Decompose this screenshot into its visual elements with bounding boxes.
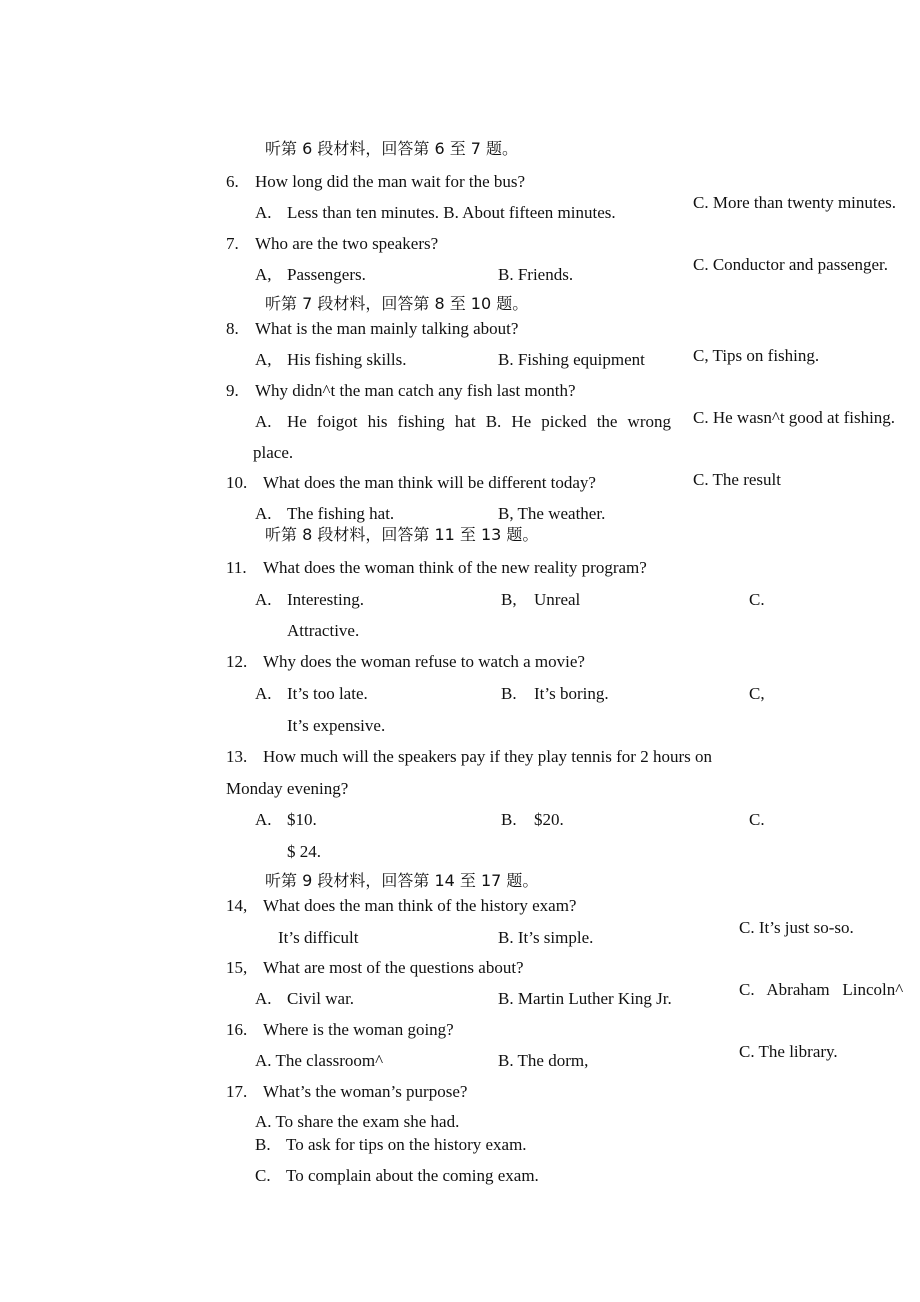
- option-a-text: Passengers.: [287, 265, 366, 284]
- section-heading-7: 听第 7 段材料，回答第 8 至 10 题。: [265, 294, 529, 313]
- question-text-continued: Monday evening?: [226, 779, 349, 798]
- option-c-text: $ 24.: [287, 842, 321, 861]
- option-c: C. He wasn^t good at fishing.: [693, 408, 896, 427]
- question-text: What are most of the questions about?: [263, 958, 524, 977]
- question-number: 10.: [226, 473, 248, 492]
- option-label-a: A,: [255, 265, 272, 284]
- option-label-a: A.: [255, 684, 272, 703]
- option-a-text: The fishing hat.: [287, 504, 395, 523]
- option-a: A. To share the exam she had.: [255, 1112, 460, 1131]
- section-heading-8: 听第 8 段材料，回答第 11 至 13 题。: [265, 525, 539, 544]
- option-c-text: It’s expensive.: [287, 716, 386, 735]
- question-text: How long did the man wait for the bus?: [255, 172, 526, 191]
- question-number: 12.: [226, 652, 248, 671]
- option-b-text: Unreal: [534, 590, 581, 609]
- option-b: B. Friends.: [498, 265, 574, 284]
- option-b: B, The weather.: [498, 504, 606, 523]
- option-c: C. Conductor and passenger.: [693, 255, 888, 274]
- option-c: C. The library.: [739, 1042, 838, 1061]
- option-a-text: $10.: [287, 810, 317, 829]
- section-heading-9: 听第 9 段材料，回答第 14 至 17 题。: [265, 871, 539, 890]
- option-label-b: B.: [255, 1135, 271, 1154]
- question-text: What’s the woman’s purpose?: [263, 1082, 468, 1101]
- option-b: B. It’s simple.: [498, 928, 594, 947]
- option-a-text: He foigot his fishing hat B. He picked the wrong: [287, 412, 671, 431]
- question-text: What does the man think will be different today?: [263, 473, 596, 492]
- option-label-b: B.: [501, 810, 517, 829]
- question-number: 14,: [226, 896, 248, 915]
- question-number: 13.: [226, 747, 248, 766]
- question-number: 15,: [226, 958, 248, 977]
- question-text: Where is the woman going?: [263, 1020, 454, 1039]
- option-c: C. More than twenty minutes.: [693, 193, 897, 212]
- option-a-text: Less than ten minutes. B. About fifteen minutes.: [287, 203, 616, 222]
- option-label-a: A.: [255, 412, 272, 431]
- option-label-a: A,: [255, 350, 272, 369]
- question-text: Why does the woman refuse to watch a movie?: [263, 652, 585, 671]
- option-c: C. It’s just so-so.: [739, 918, 854, 937]
- option-a-text: His fishing skills.: [287, 350, 407, 369]
- option-a-text: It’s difficult: [278, 928, 359, 947]
- option-a-text: It’s too late.: [287, 684, 368, 703]
- option-c: C, Tips on fishing.: [693, 346, 820, 365]
- option-b: B. Martin Luther King Jr.: [498, 989, 672, 1008]
- question-number: 8.: [226, 319, 239, 338]
- option-b-text: To ask for tips on the history exam.: [286, 1135, 527, 1154]
- option-a-text-continued: place.: [253, 443, 294, 462]
- question-number: 17.: [226, 1082, 248, 1101]
- option-label-a: A.: [255, 203, 272, 222]
- option-b-text: It’s boring.: [534, 684, 609, 703]
- question-text: What is the man mainly talking about?: [255, 319, 519, 338]
- option-b-text: $20.: [534, 810, 564, 829]
- option-c-text: Attractive.: [287, 621, 360, 640]
- question-text: What does the woman think of the new reality program?: [263, 558, 647, 577]
- option-b: B. Fishing equipment: [498, 350, 645, 369]
- question-number: 6.: [226, 172, 239, 191]
- option-label-c: C,: [749, 684, 765, 703]
- option-label-a: A.: [255, 810, 272, 829]
- option-label-c: C.: [749, 810, 765, 829]
- question-text: Why didn^t the man catch any fish last month?: [255, 381, 576, 400]
- question-text: Who are the two speakers?: [255, 234, 439, 253]
- question-number: 9.: [226, 381, 239, 400]
- question-number: 7.: [226, 234, 239, 253]
- question-text: How much will the speakers pay if they play tennis for 2 hours on: [263, 747, 712, 766]
- option-c: C. Abraham Lincoln^: [739, 980, 904, 999]
- option-a-text: Interesting.: [287, 590, 364, 609]
- option-label-b: B,: [501, 590, 517, 609]
- option-c-text: To complain about the coming exam.: [286, 1166, 539, 1185]
- section-heading-6: 听第 6 段材料，回答第 6 至 7 题。: [265, 139, 519, 158]
- option-label-b: B.: [501, 684, 517, 703]
- question-number: 11.: [226, 558, 247, 577]
- option-a-text: Civil war.: [287, 989, 355, 1008]
- question-number: 16.: [226, 1020, 248, 1039]
- option-label-a: A.: [255, 590, 272, 609]
- option-label-c: C.: [255, 1166, 271, 1185]
- option-b: B. The dorm,: [498, 1051, 589, 1070]
- option-label-c: C.: [749, 590, 765, 609]
- option-c: C. The result: [693, 470, 781, 489]
- question-text: What does the man think of the history exam?: [263, 896, 577, 915]
- option-a: A. The classroom^: [255, 1051, 384, 1070]
- option-label-a: A.: [255, 989, 272, 1008]
- option-label-a: A.: [255, 504, 272, 523]
